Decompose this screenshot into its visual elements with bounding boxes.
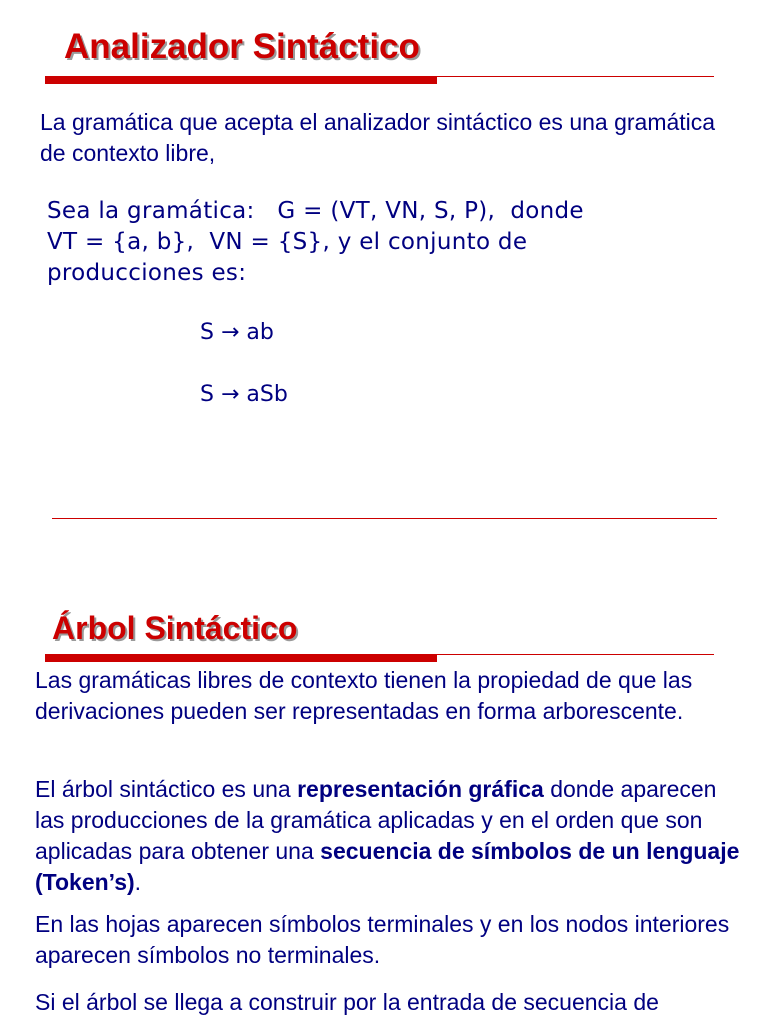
intro-paragraph: La gramática que acepta el analizador sintáctico es una gramática de contexto libre, xyxy=(40,109,716,166)
text-segment: donde aparecen las producciones de la gramática aplicadas y en el orden que son aplicadas para obtener una xyxy=(35,776,717,864)
grammar-definition xyxy=(47,196,747,289)
title-underline-thin xyxy=(437,654,714,655)
paragraph-derivations: Las gramáticas libres de contexto tienen la propiedad de que las derivaciones pueden ser representadas en forma arborescente. xyxy=(35,667,693,724)
production-rule-2: S → aSb xyxy=(200,382,288,407)
paragraph-leaves-nodes: En las hojas aparecen símbolos terminales y en los nodos interiores aparecen símbolos no terminales. xyxy=(35,911,730,968)
title-underline-thin xyxy=(437,76,714,77)
grammar-line-1: Sea la gramática: G = (VT, VN, S, P), donde xyxy=(47,198,584,224)
title-underline-thick xyxy=(45,76,437,84)
emphasis-representacion: representación gráfica xyxy=(297,776,544,802)
text-segment: El árbol sintáctico es una xyxy=(35,776,298,802)
grammar-line-3: producciones es: xyxy=(47,260,247,286)
slide-title: Árbol Sintáctico xyxy=(52,610,298,646)
paragraph-tree-definition xyxy=(35,774,745,898)
slide-arbol-sintactico xyxy=(0,580,768,1024)
slide-title: Analizador Sintáctico xyxy=(64,27,420,66)
slide-bottom-rule xyxy=(52,518,717,519)
grammar-line-2: VT = {a, b}, VN = {S}, y el conjunto de xyxy=(47,229,528,255)
production-rule-1: S → ab xyxy=(200,320,274,345)
text-segment: . xyxy=(134,869,142,895)
emphasis-secuencia: secuencia de símbolos de un lenguaje (Token’s) xyxy=(35,838,740,895)
title-underline-thick xyxy=(45,654,437,662)
paragraph-truncated: Si el árbol se llega a construir por la entrada de secuencia de xyxy=(35,989,659,1015)
